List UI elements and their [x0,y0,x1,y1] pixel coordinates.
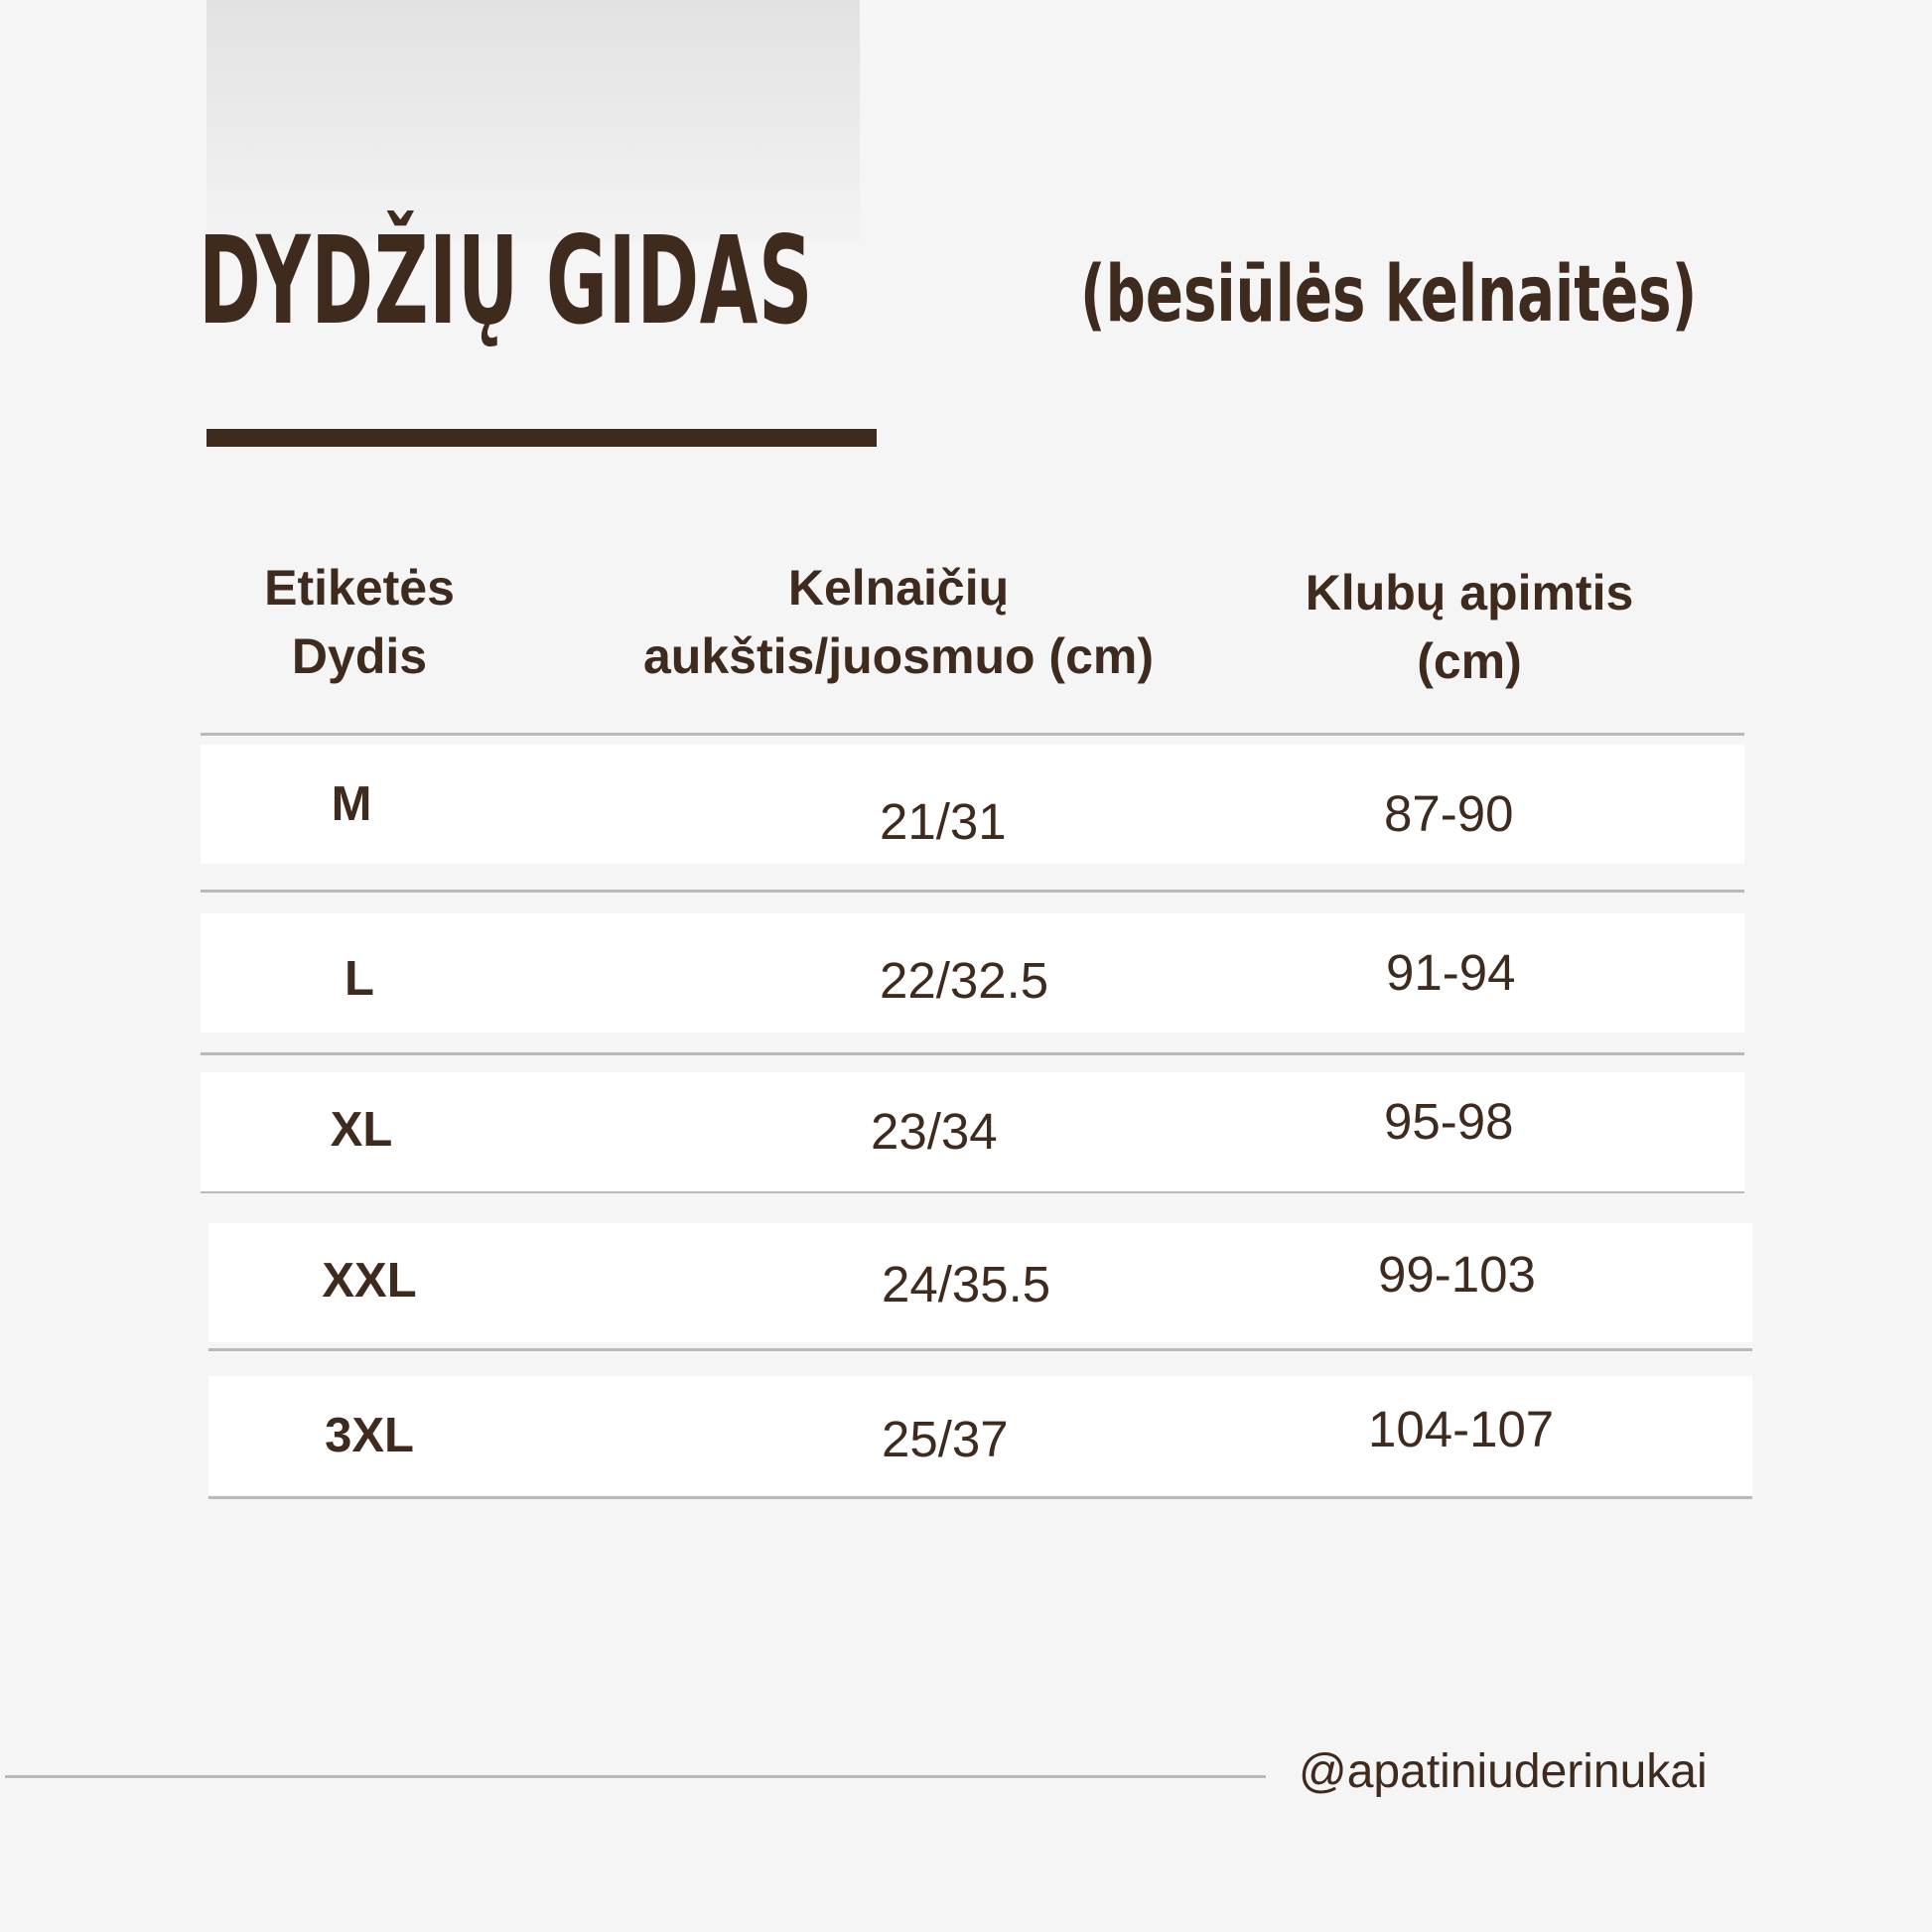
table-row [201,745,1744,864]
title-underline [207,429,877,447]
column-header-hip [1241,559,1698,696]
footer-divider [5,1775,1266,1778]
table-divider [208,1496,1752,1499]
column-header-waist-line2: aukštis/juosmuo (cm) [643,628,1154,684]
waist-value: 23/34 [871,1103,998,1160]
hip-value: 95-98 [1384,1093,1514,1150]
waist-value: 25/37 [882,1411,1009,1467]
size-label: L [345,952,374,1006]
table-divider [201,890,1744,893]
table-divider [201,1052,1744,1055]
size-label: 3XL [325,1409,414,1462]
social-handle: @apatiniuderinukai [1299,1745,1708,1798]
column-header-label-size [210,554,508,691]
table-divider [208,1348,1752,1351]
size-label: M [331,777,372,831]
column-header-hip-line1: Klubų apimtis [1305,565,1634,621]
waist-value: 22/32.5 [880,952,1049,1009]
hip-value: 104-107 [1368,1401,1555,1457]
column-header-label-size-line1: Etiketės [264,560,455,616]
hip-value: 91-94 [1386,944,1516,1001]
hip-value: 99-103 [1378,1246,1536,1303]
size-label: XXL [322,1254,417,1308]
page-title: DYDŽIŲ GIDAS [199,210,814,351]
column-header-label-size-line2: Dydis [291,628,428,684]
waist-value: 21/31 [880,793,1007,850]
table-row [201,1072,1744,1191]
column-header-waist-line1: Kelnaičių [787,560,1010,616]
column-header-waist [576,554,1221,691]
waist-value: 24/35.5 [882,1256,1051,1312]
size-label: XL [330,1103,393,1157]
table-row [208,1223,1752,1342]
table-divider [201,733,1744,736]
header-decoration [207,0,860,243]
table-row [208,1376,1752,1495]
hip-value: 87-90 [1384,785,1514,842]
page-subtitle: (besiūlės kelnaitės) [1080,250,1698,340]
column-header-hip-line2: (cm) [1417,633,1522,689]
table-row [201,913,1744,1033]
